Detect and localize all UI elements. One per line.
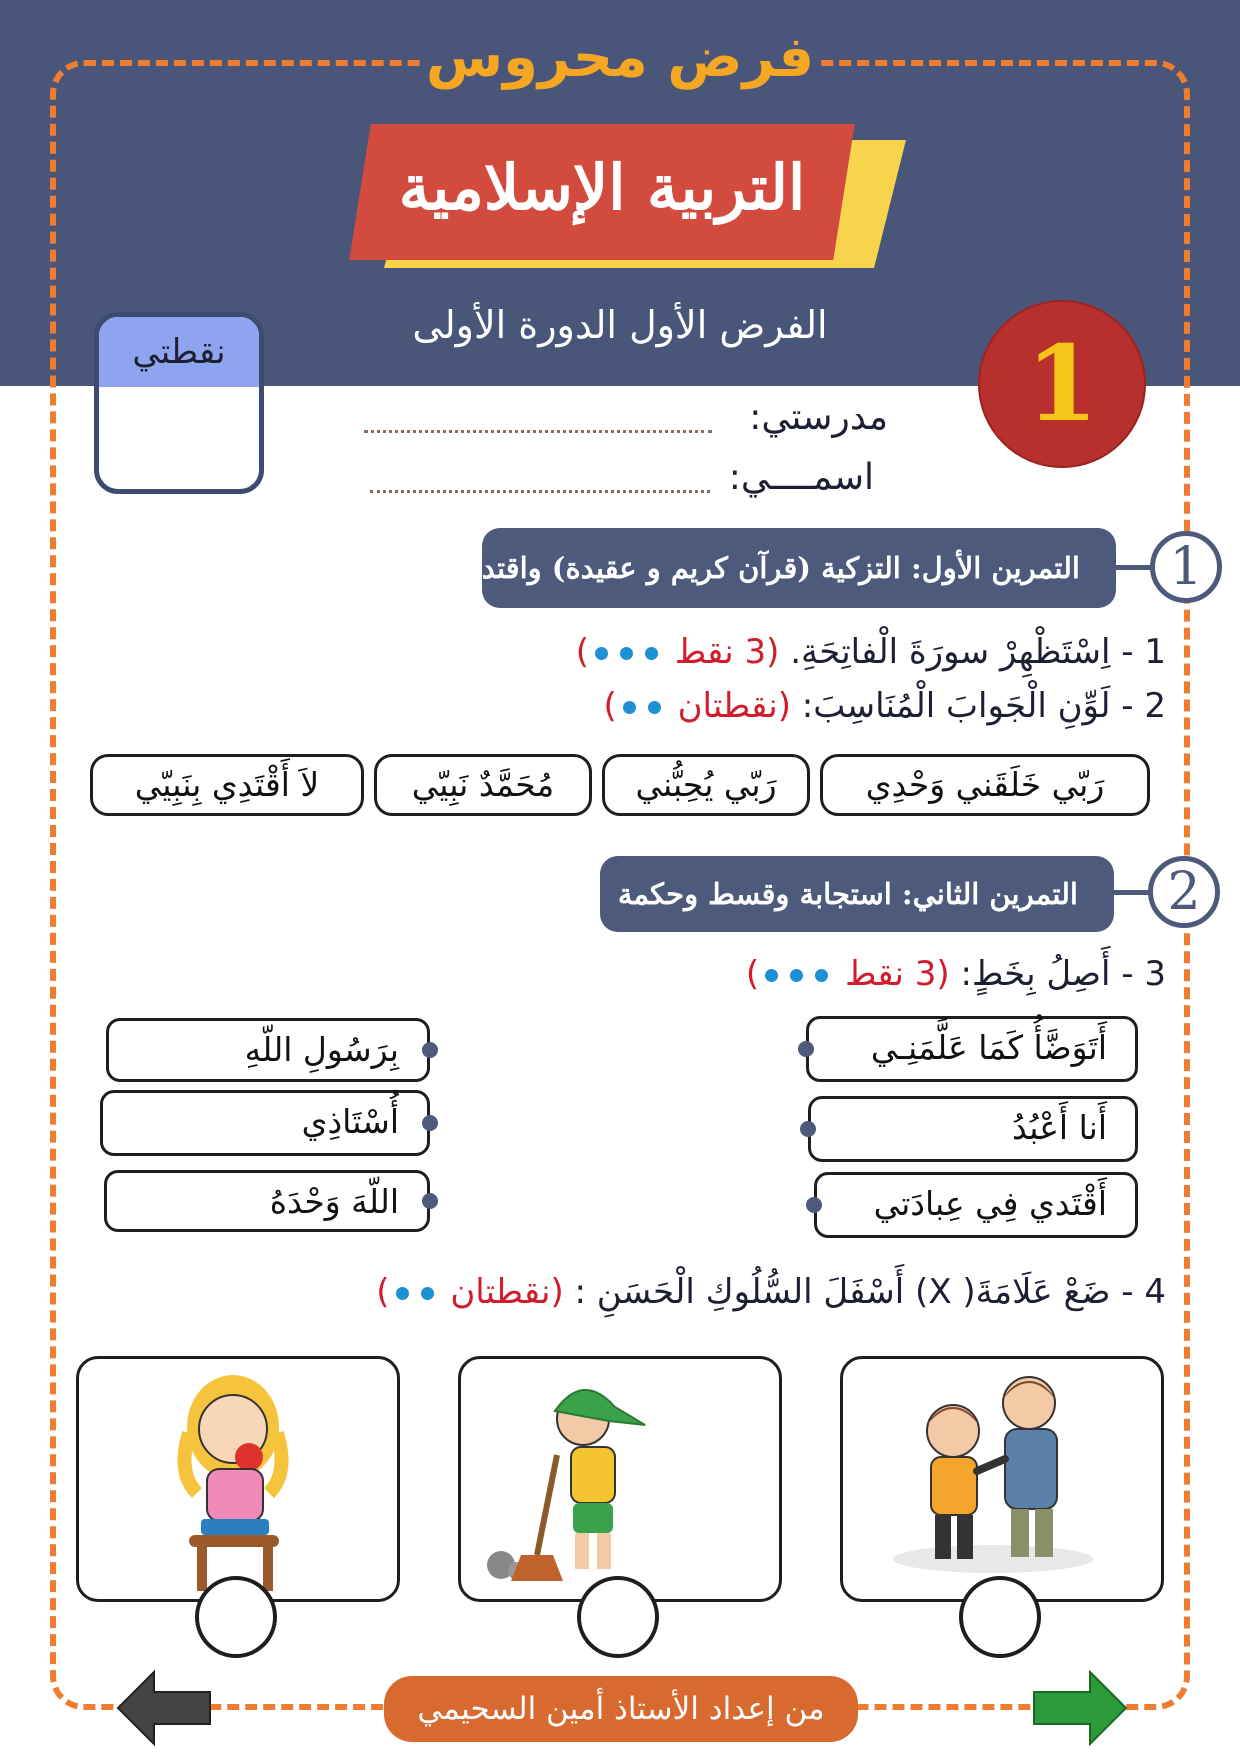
- subject-title: التربية الإسلامية: [398, 151, 806, 224]
- question4-points: (نقطتان: [450, 1272, 564, 1312]
- match-item-right[interactable]: أُسْتَاذِي: [100, 1090, 430, 1156]
- match-item-left[interactable]: أَنا أَعْبُدُ: [808, 1096, 1138, 1162]
- match-dot-icon[interactable]: [422, 1115, 438, 1131]
- match-dot-icon[interactable]: [798, 1041, 814, 1057]
- picture-box: [840, 1356, 1164, 1602]
- point-dot-icon: [645, 647, 658, 660]
- point-dot-icon: [623, 701, 636, 714]
- point-dot-icon: [765, 969, 778, 982]
- question1: [576, 630, 1166, 674]
- answer-mark-circle[interactable]: [195, 1576, 277, 1658]
- question2-points-close: ): [603, 686, 617, 726]
- answer-option[interactable]: مُحَمَّدٌ نَبِيّي: [374, 754, 592, 816]
- match-item-right[interactable]: بِرَسُولِ اللّهِ: [106, 1018, 430, 1082]
- exercise2-title: التمرين الثاني: استجابة وقسط وحكمة: [600, 856, 1114, 932]
- picture-box: [76, 1356, 400, 1602]
- school-label: مدرستي:: [749, 397, 888, 438]
- point-dot-icon: [421, 1287, 434, 1300]
- question1-text: 1 - اِسْتَظْهِرْ سورَةَ الْفاتِحَةِ.: [790, 632, 1166, 672]
- point-dot-icon: [396, 1287, 409, 1300]
- school-input-line[interactable]: [364, 428, 712, 433]
- boys-arguing-illustration: [843, 1359, 1161, 1599]
- test-subtitle: الفرض الأول الدورة الأولى: [412, 303, 828, 347]
- name-input-line[interactable]: [370, 488, 710, 493]
- question2-points: (نقطتان: [677, 686, 791, 726]
- question1-points: (3 نقط: [674, 632, 780, 672]
- author-credit: من إعداد الأستاذ أمين السحيمي: [384, 1676, 858, 1742]
- question4: [376, 1270, 1166, 1314]
- answer-option[interactable]: رَبّي يُحِبُّني: [602, 754, 810, 816]
- picture-box: [458, 1356, 782, 1602]
- match-dot-icon[interactable]: [806, 1197, 822, 1213]
- question3-text: 3 - أَصِلُ بِخَطٍ:: [960, 954, 1166, 994]
- point-dot-icon: [620, 647, 633, 660]
- question1-points-close: ): [575, 632, 589, 672]
- match-item-right[interactable]: اللّهَ وَحْدَهُ: [104, 1170, 430, 1232]
- point-dot-icon: [648, 701, 661, 714]
- match-dot-icon[interactable]: [422, 1042, 438, 1058]
- name-label: اسمــــي:: [728, 457, 874, 498]
- match-item-left[interactable]: أَتَوَضَّأُ كَمَا عَلَّمَنِـي: [806, 1016, 1138, 1082]
- next-arrow-icon[interactable]: [1030, 1668, 1130, 1748]
- score-label: نقطتي: [132, 332, 226, 372]
- answer-option[interactable]: لاَ أَقْتَدِي بِنَبِيّي: [90, 754, 364, 816]
- question3: [746, 952, 1166, 996]
- match-dot-icon[interactable]: [800, 1121, 816, 1137]
- exercise1-number: 1: [1150, 531, 1222, 603]
- question2-text: 2 - لَوِّنِ الْجَوابَ الْمُنَاسِبَ:: [801, 686, 1166, 726]
- boy-sweeping-illustration: [461, 1359, 779, 1599]
- point-dot-icon: [790, 969, 803, 982]
- match-item-left[interactable]: أَقْتَدي فِي عِبادَتي: [814, 1172, 1138, 1238]
- test-number: 1: [1025, 322, 1099, 445]
- question3-points-close: ): [745, 954, 760, 994]
- question2: [603, 684, 1166, 728]
- exercise2-number: 2: [1148, 856, 1220, 928]
- point-dot-icon: [815, 969, 828, 982]
- question4-text: 4 - ضَعْ عَلَامَةَ( X) أَسْفَلَ السُّلُوكِ الْحَسَنِ :: [574, 1272, 1166, 1312]
- answer-option[interactable]: رَبّي خَلَقَني وَحْدِي: [820, 754, 1150, 816]
- previous-arrow-icon[interactable]: [114, 1668, 214, 1748]
- girl-eating-apple-illustration: [79, 1359, 397, 1599]
- question4-points-close: ): [376, 1272, 390, 1312]
- match-dot-icon[interactable]: [422, 1193, 438, 1209]
- page-top-title: فرض محروس: [425, 25, 815, 90]
- exercise1-title: التمرين الأول: التزكية (قرآن كريم و عقيدة) واقتداء: [482, 528, 1116, 608]
- point-dot-icon: [595, 647, 608, 660]
- question3-points: (3 نقط: [844, 954, 950, 994]
- answer-mark-circle[interactable]: [577, 1576, 659, 1658]
- answer-mark-circle[interactable]: [959, 1576, 1041, 1658]
